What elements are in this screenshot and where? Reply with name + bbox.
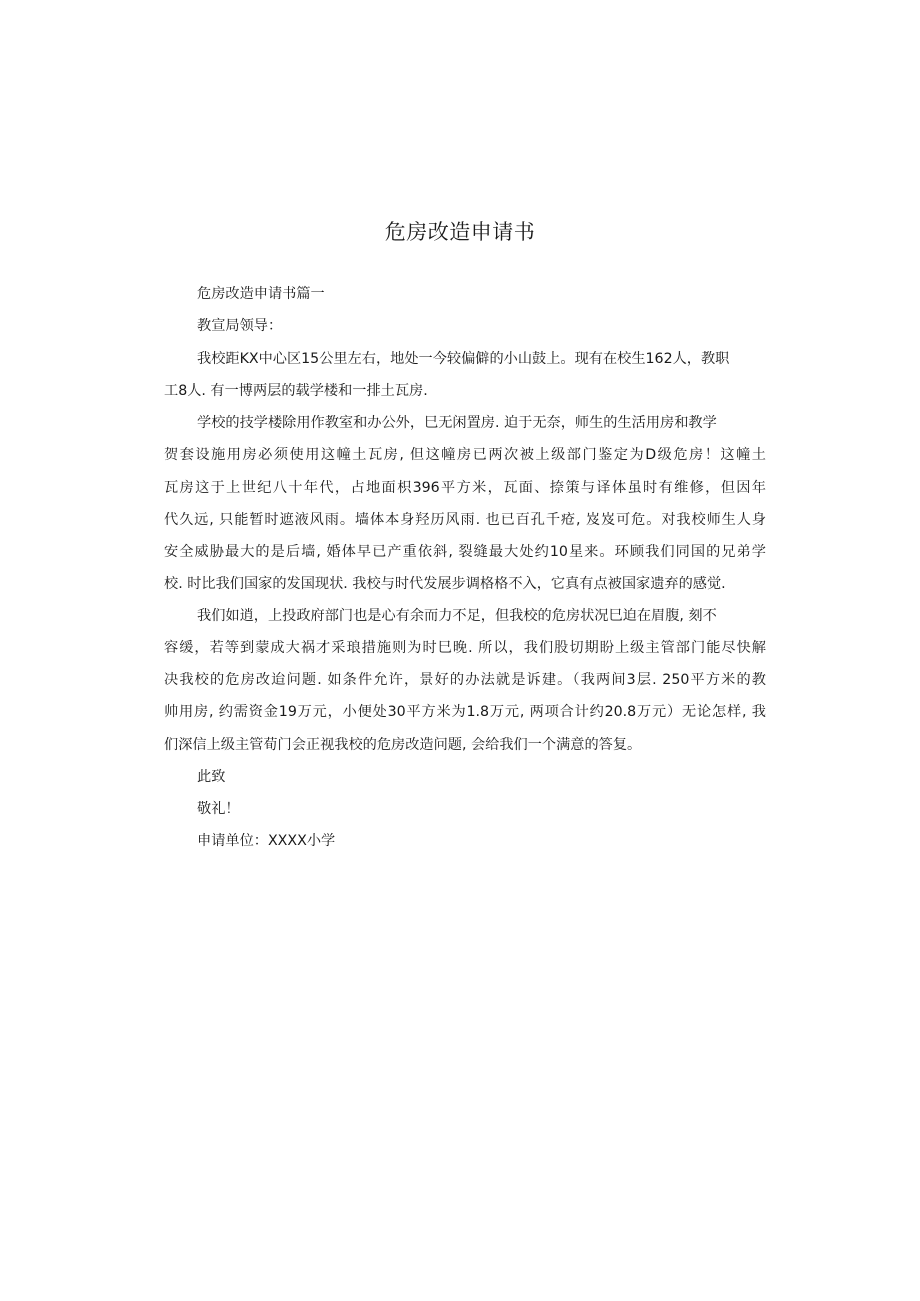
paragraph-3-line-2: 容缓，若等到蒙成大祸才采琅措施则为时巳晚. 所以，我们股切期盼上级主管部门能尽快解 bbox=[164, 640, 766, 656]
paragraph-2-line-2: 贺套设施用房必须使用这幢土瓦房, 但这幢房已两次被上级部门鉴定为D级危房！这幢土 bbox=[164, 447, 766, 463]
document-subtitle: 危房改造申请书篇一 bbox=[197, 286, 325, 302]
paragraph-2-line-5: 安全威胁最大的是后墙, 婚体早已产重依斜, 裂缝最大处约10星来。环顾我们同国的兄弟学 bbox=[164, 544, 766, 560]
closing-ci-zhi: 此致 bbox=[197, 769, 226, 785]
paragraph-3-line-3: 决我校的危房改迨问题. 如条件允许，景好的办法就是诉建。（我两间3层. 250平方米的教 bbox=[164, 672, 766, 688]
paragraph-2-line-4: 代久远, 只能暂时遮液风雨。墙体本身羟历风雨. 也已百孔千疮, 岌岌可危。对我校师生人身 bbox=[164, 512, 766, 528]
paragraph-3-line-5: 们深信上级主管荀门会正视我校的危房改造问题, 会给我们一个满意的答复。 bbox=[164, 737, 642, 753]
paragraph-1-line-2: 工8人. 有一博两层的载学楼和一排土瓦房. bbox=[164, 383, 428, 399]
closing-jing-li: 敬礼！ bbox=[197, 801, 240, 817]
document-title: 危房改造申请书 bbox=[384, 220, 536, 244]
paragraph-2-line-1: 学校的技学楼除用作教室和办公外，巳无闲置房. 迫于无奈，师生的生活用房和教学 bbox=[197, 415, 717, 431]
paragraph-2-line-6: 校. 时比我们国家的发国现状. 我校与时代发展步调格格不入，它真有点被国家遗弃的感觉. bbox=[164, 576, 726, 592]
salutation: 教宣局领导： bbox=[197, 318, 283, 334]
applicant-unit: 申请单位：XXXX小学 bbox=[197, 833, 336, 849]
paragraph-2-line-3: 瓦房这于上世纪八十年代，占地面枳396平方米，瓦面、捺策与译体虽时有维修，但因年 bbox=[164, 480, 766, 496]
paragraph-3-line-1: 我们如逍，上投政府部门也是心有余而力不足，但我校的危房状况巳迫在眉腹, 刻不 bbox=[197, 608, 717, 624]
paragraph-3-line-4: 帅用房, 约需资金19万元，小便处30平方米为1.8万元, 两项合计约20.8万元）无论怎样, 我 bbox=[164, 704, 766, 720]
paragraph-1-line-1: 我校距KX中心区15公里左右，地处一今较偏僻的小山鼓上。现有在校生162人，教职 bbox=[197, 351, 730, 367]
